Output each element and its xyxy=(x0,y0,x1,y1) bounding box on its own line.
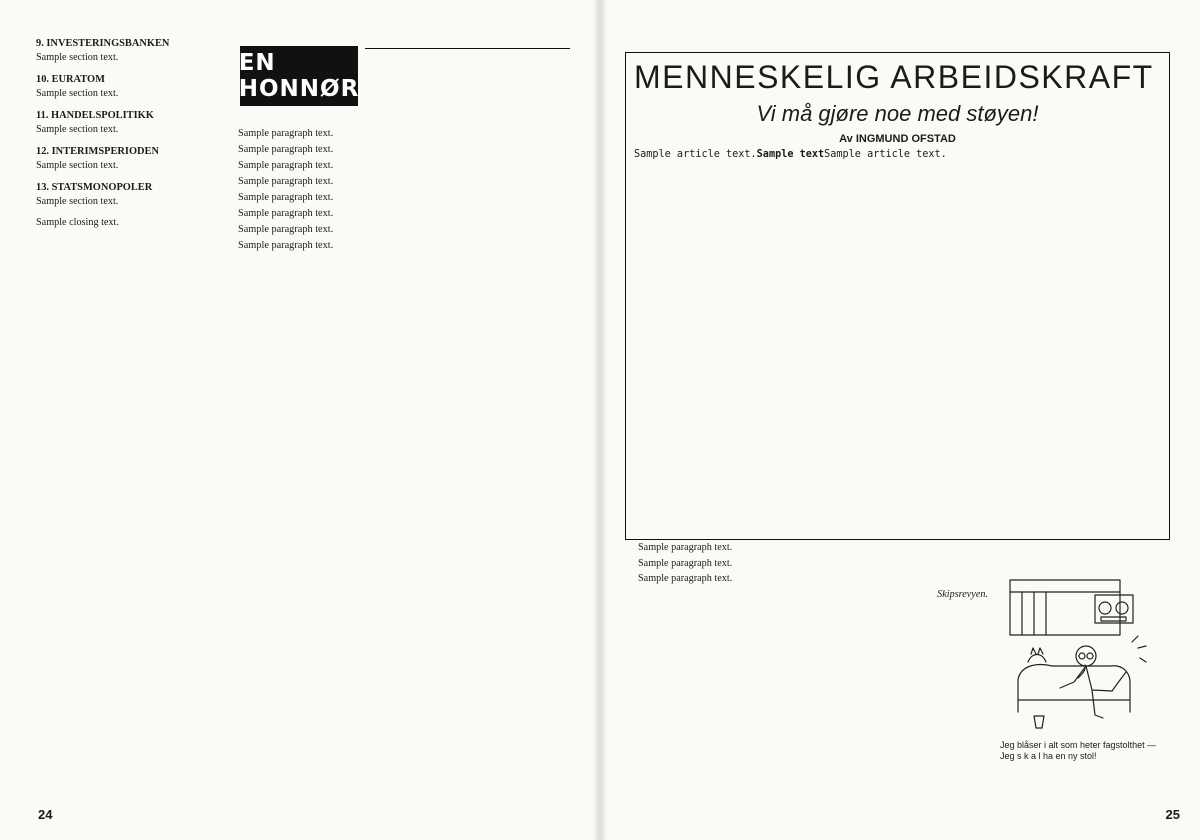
article-subtitle: Vi må gjøre noe med støyen! xyxy=(756,101,1039,126)
boxed-article xyxy=(625,52,1170,540)
section-heading: 10. EURATOM xyxy=(36,73,105,85)
section-body: Sample section text. xyxy=(36,159,119,171)
caption-line-2: Jeg s k a l ha en ny stol! xyxy=(1000,750,1097,761)
boxed-body-emphasis: Sample text xyxy=(756,149,825,160)
section-statsmonopoler xyxy=(36,182,216,208)
lower-paragraph: Sample paragraph text. xyxy=(638,557,733,569)
left-column xyxy=(36,38,216,768)
section-body: Sample section text. xyxy=(36,87,119,99)
closing-paragraph: Sample closing text. xyxy=(36,217,119,229)
section-euratom xyxy=(36,74,216,100)
boxed-body-intro: Sample article text. xyxy=(634,149,757,160)
lower-article xyxy=(628,542,988,792)
article-paragraph: Sample paragraph text. xyxy=(238,143,334,155)
article-author: Av INGMUND OFSTAD xyxy=(839,133,956,145)
section-handelspolitikk xyxy=(36,110,216,136)
article-paragraph: Sample paragraph text. xyxy=(238,128,334,139)
section-heading: 11. HANDELSPOLITIKK xyxy=(36,109,154,121)
section-heading: 13. STATSMONOPOLER xyxy=(36,181,153,193)
cartoon-caption xyxy=(1000,740,1180,762)
section-investeringsbanken xyxy=(36,38,216,64)
cartoon-drawing xyxy=(1000,570,1175,740)
boxed-body-outro: Sample article text. xyxy=(824,149,947,160)
cartoon-illustration xyxy=(1000,570,1175,740)
section-body: Sample section text. xyxy=(36,123,119,135)
banner-title xyxy=(240,46,358,106)
section-heading: 9. INVESTERINGSBANKEN xyxy=(36,38,170,49)
article-paragraph: Sample paragraph text. xyxy=(238,191,334,203)
section-heading: 12. INTERIMSPERIODEN xyxy=(36,145,159,157)
lower-paragraph: Sample paragraph text. xyxy=(638,542,733,553)
article-paragraph: Sample paragraph text. xyxy=(238,207,334,219)
article-paragraph: Sample paragraph text. xyxy=(238,239,334,251)
article-paragraph: Sample paragraph text. xyxy=(238,175,334,187)
banner-title-text: EN HONNØR xyxy=(238,50,360,102)
main-article xyxy=(226,128,576,768)
spread-gutter xyxy=(593,0,607,840)
article-paragraph: Sample paragraph text. xyxy=(238,159,334,171)
source-signoff: Skipsrevyen. xyxy=(937,589,988,601)
article-title: MENNESKELIG ARBEIDSKRAFT xyxy=(634,59,1154,95)
section-interimsperioden xyxy=(36,146,216,172)
page-number-right: 25 xyxy=(1165,807,1180,822)
section-body: Sample section text. xyxy=(36,52,119,64)
section-body: Sample section text. xyxy=(36,195,119,207)
page-number-left: 24 xyxy=(38,807,53,822)
lower-paragraph: Sample paragraph text. xyxy=(638,573,733,585)
article-paragraph: Sample paragraph text. xyxy=(238,223,334,235)
boxed-article-body xyxy=(634,149,1161,481)
banner-rule xyxy=(365,48,570,49)
caption-line-1: Jeg blåser i alt som heter fagstolthet — xyxy=(1000,740,1157,750)
